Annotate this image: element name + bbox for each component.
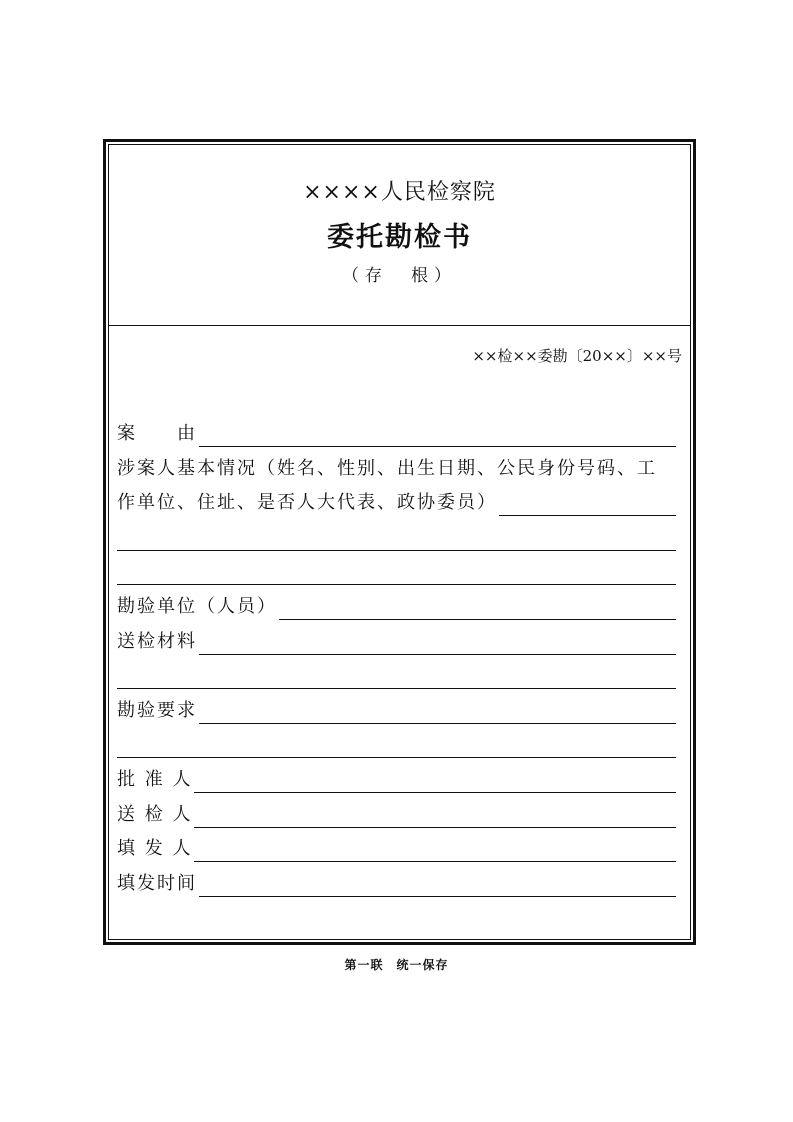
- issuer-label: 填 发 人: [117, 838, 193, 859]
- case-reason-row: [117, 421, 676, 447]
- suspect-info-extra-row-2: [117, 559, 676, 585]
- materials-extra-row: [117, 663, 676, 689]
- materials-row: [117, 629, 676, 655]
- survey-unit-label: 勘验单位（人员）: [117, 596, 277, 617]
- suspect-info-label-line1: 涉案人基本情况（姓名、性别、出生日期、公民身份号码、工: [117, 458, 657, 479]
- survey-unit-field[interactable]: [279, 597, 676, 620]
- copy-note-footer: 第一联 统一保存: [344, 958, 449, 972]
- suspect-info-label-line2: 作单位、住址、是否人大代表、政协委员）: [117, 492, 497, 513]
- form-inner-border: [108, 144, 691, 940]
- requirements-row: [117, 698, 676, 724]
- issue-time-row: [117, 871, 676, 897]
- suspect-info-row: [117, 490, 676, 516]
- issuer-field[interactable]: [194, 839, 676, 862]
- case-reason-label: 案 由: [117, 423, 197, 444]
- document-title: 委托勘检书: [327, 222, 472, 253]
- submitter-field[interactable]: [194, 805, 676, 828]
- header-divider: [109, 325, 690, 326]
- suspect-info-field-extra-2[interactable]: [117, 562, 676, 585]
- requirements-field-extra[interactable]: [117, 735, 676, 758]
- materials-field[interactable]: [199, 632, 676, 655]
- approver-row: [117, 767, 676, 793]
- survey-unit-row: [117, 594, 676, 620]
- submitter-row: [117, 802, 676, 828]
- suspect-info-extra-row-1: [117, 525, 676, 551]
- approver-label: 批 准 人: [117, 769, 193, 790]
- organization-name: ××××人民检察院: [303, 180, 496, 205]
- submitter-label: 送 检 人: [117, 804, 193, 825]
- form-outer-border: [103, 139, 696, 945]
- stub-label: （存 根）: [342, 266, 457, 286]
- case-reason-field[interactable]: [199, 424, 676, 447]
- requirements-label: 勘验要求: [117, 700, 197, 721]
- issuer-row: [117, 836, 676, 862]
- document-number: ××检××委勘〔20××〕××号: [472, 347, 682, 365]
- requirements-extra-row: [117, 732, 676, 758]
- issue-time-label: 填发时间: [117, 873, 197, 894]
- issue-time-field[interactable]: [199, 874, 676, 897]
- suspect-info-field[interactable]: [499, 493, 676, 516]
- requirements-field[interactable]: [199, 701, 676, 724]
- materials-label: 送检材料: [117, 631, 197, 652]
- materials-field-extra[interactable]: [117, 666, 676, 689]
- suspect-info-field-extra-1[interactable]: [117, 528, 676, 551]
- approver-field[interactable]: [194, 770, 676, 793]
